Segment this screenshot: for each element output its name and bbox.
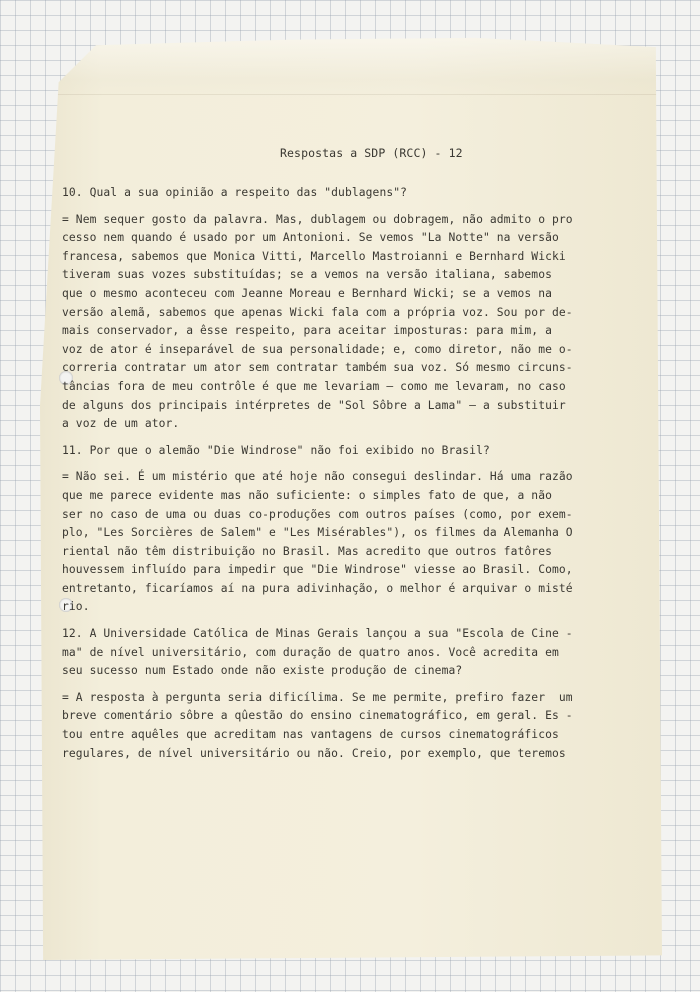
paper-fold-line	[40, 94, 662, 95]
text-line: seu sucesso num Estado onde não existe produção de cinema?	[62, 664, 463, 678]
text-line: tou entre aquêles que acreditam nas vantagens de cursos cinematográficos	[62, 728, 559, 742]
paragraph-gap	[62, 203, 622, 211]
text-line: breve comentário sôbre a qûestão do ensino cinematográfico, em geral. Es -	[62, 709, 573, 723]
text-line: rio.	[62, 600, 90, 614]
text-line: tiveram suas vozes substituídas; se a vemos na versão italiana, sabemos	[62, 268, 552, 282]
text-line: riental não têm distribuição no Brasil. Mas acredito que outros fatôres	[62, 544, 552, 558]
answer-12	[62, 689, 622, 763]
question-10	[62, 184, 622, 203]
text-line: mais conservador, a êsse respeito, para aceitar imposturas: para mim, a	[62, 324, 552, 338]
text-line: houvessem influído para impedir que "Die Windrose" viesse ao Brasil. Como,	[62, 563, 573, 577]
text-line: = A resposta à pergunta seria dificílima. Se me permite, prefiro fazer um	[62, 690, 573, 704]
text-line: ser no caso de uma ou duas co-produções com outros países (como, por exem-	[62, 507, 573, 521]
paragraph-gap	[62, 460, 622, 468]
text-line: que o mesmo aconteceu com Jeanne Moreau e Bernhard Wicki; se a vemos na	[62, 286, 552, 300]
text-line: que me parece evidente mas não suficiente: o simples fato de que, a não	[62, 488, 552, 502]
document-text	[62, 146, 622, 763]
page-header: Respostas a SDP (RCC) - 12	[280, 146, 463, 160]
text-line: regulares, de nível universitário ou não. Creio, por exemplo, que teremos	[62, 746, 566, 760]
answer-10	[62, 211, 622, 434]
text-line: 12. A Universidade Católica de Minas Gerais lançou a sua "Escola de Cine -	[62, 627, 573, 641]
text-line: tâncias fora de meu contrôle é que me levariam — como me levaram, no caso	[62, 379, 566, 393]
text-line: versão alemã, sabemos que apenas Wicki fala com a própria voz. Sou por de-	[62, 305, 573, 319]
text-line: ma" de nível universitário, com duração de quatro anos. Você acredita em	[62, 645, 559, 659]
text-line: plo, "Les Sorcières de Salem" e "Les Misérables"), os filmes da Alemanha O	[62, 526, 573, 540]
paragraph-gap	[62, 617, 622, 625]
text-line: entretanto, ficaríamos aí na pura adivinhação, o melhor é arquivar o misté	[62, 581, 573, 595]
question-12	[62, 625, 622, 681]
document-body	[62, 184, 622, 763]
answer-11	[62, 468, 622, 617]
text-line: 11. Por que o alemão "Die Windrose" não foi exibido no Brasil?	[62, 443, 490, 457]
text-line: cesso nem quando é usado por um Antonioni. Se vemos "La Notte" na versão	[62, 231, 559, 245]
text-line: 10. Qual a sua opinião a respeito das "dublagens"?	[62, 186, 408, 199]
paragraph-gap	[62, 681, 622, 689]
text-line: de alguns dos principais intérpretes de "Sol Sôbre a Lama" — a substituir	[62, 398, 566, 412]
text-line: correria contratar um ator sem contratar também sua voz. Só mesmo circuns-	[62, 361, 573, 375]
text-line: voz de ator é inseparável de sua personalidade; e, como diretor, não me o-	[62, 342, 573, 356]
text-line: = Nem sequer gosto da palavra. Mas, dublagem ou dobragem, não admito o pro	[62, 212, 573, 226]
text-line: a voz de um ator.	[62, 417, 180, 431]
paragraph-gap	[62, 434, 622, 442]
text-line: francesa, sabemos que Monica Vitti, Marcello Mastroianni e Bernhard Wicki	[62, 249, 566, 263]
question-11	[62, 442, 622, 461]
text-line: = Não sei. É um mistério que até hoje não consegui deslindar. Há uma razão	[62, 470, 573, 484]
